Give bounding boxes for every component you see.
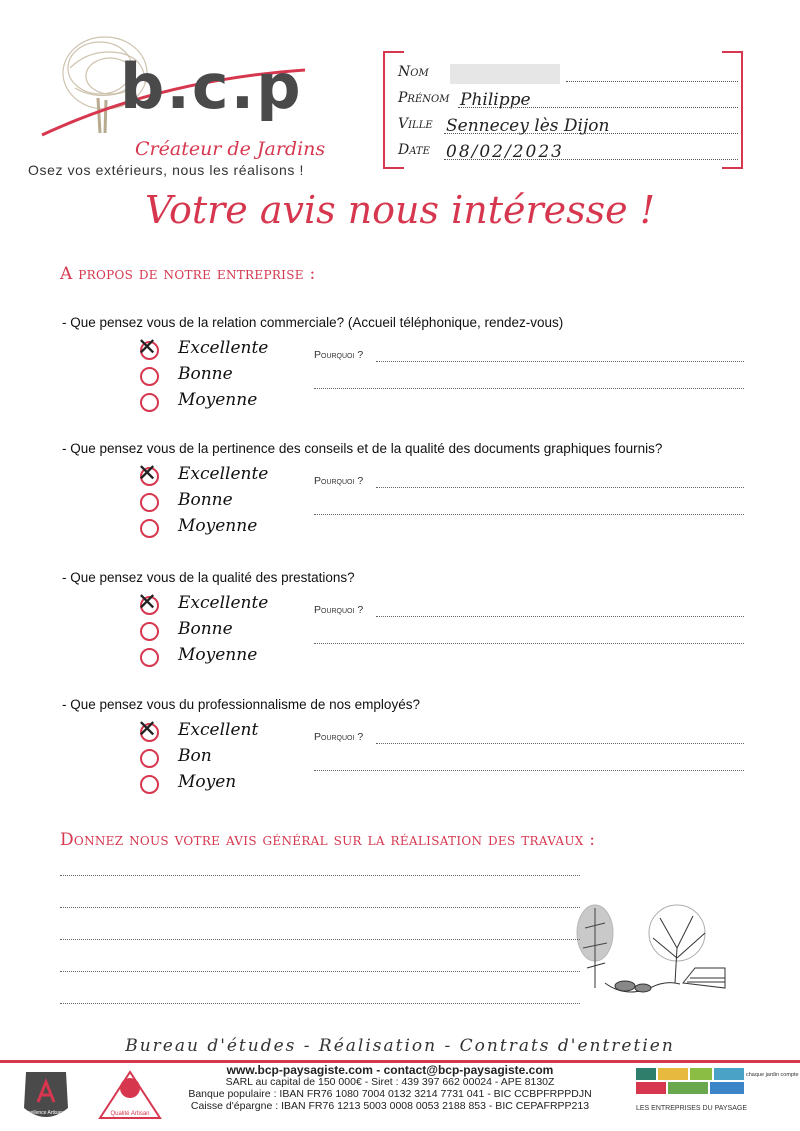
rating-option-label: Moyen	[178, 772, 237, 792]
radio-circle-icon[interactable]	[140, 393, 159, 412]
excellence-artisanale-badge-icon	[18, 1068, 74, 1124]
badge-mid-label: Qualité Artisan	[110, 1111, 150, 1117]
check-cross-icon: ✕	[137, 588, 158, 616]
section-company-heading: A propos de notre entreprise :	[60, 264, 316, 284]
why-label: Pourquoi ?	[314, 349, 364, 361]
check-cross-icon: ✕	[137, 715, 158, 743]
redacted-name	[450, 64, 560, 84]
rating-option[interactable]	[140, 773, 300, 795]
why-field[interactable]	[314, 604, 744, 616]
ville-field[interactable]: Ville Sennecey lès Dijon	[398, 116, 738, 138]
footer-company: SARL au capital de 150 000€ - Siret : 439 397 662 00024 - APE 8130Z	[225, 1076, 555, 1088]
rating-option[interactable]	[137, 333, 300, 361]
footer-services: Bureau d'études - Réalisation - Contrats d'entretien	[125, 1036, 675, 1056]
prenom-field[interactable]: Prénom Philippe	[398, 90, 738, 112]
rating-option[interactable]	[140, 646, 300, 668]
brand-tagline: Osez vos extérieurs, nous les réalisons !	[28, 162, 304, 178]
entreprises-paysage-badge-icon	[634, 1066, 799, 1116]
radio-circle-icon[interactable]	[140, 775, 159, 794]
why-field[interactable]	[314, 731, 744, 743]
why-line[interactable]	[314, 513, 744, 515]
rating-option-label: Bon	[178, 746, 212, 766]
question-text: - Que pensez vous de la qualité des prestations?	[62, 570, 355, 585]
radio-circle-icon[interactable]	[140, 519, 159, 538]
radio-circle-icon[interactable]	[140, 749, 159, 768]
rating-option[interactable]	[137, 588, 300, 616]
rating-option-label: Moyenne	[178, 645, 258, 665]
comment-line[interactable]	[60, 1002, 580, 1004]
rating-option[interactable]	[137, 459, 300, 487]
comment-line[interactable]	[60, 938, 580, 940]
badge-left-label: Excellence Artisanale	[22, 1110, 70, 1116]
rating-option-label: Bonne	[178, 364, 233, 384]
why-line[interactable]	[314, 387, 744, 389]
footer-bank2: Caisse d'épargne : IBAN FR76 1213 5003 0008 0053 2188 853 - BIC CEPAFRPP213	[190, 1100, 590, 1112]
rating-option[interactable]	[140, 620, 300, 642]
check-cross-icon: ✕	[137, 459, 158, 487]
why-field[interactable]	[314, 475, 744, 487]
comment-line[interactable]	[60, 906, 580, 908]
why-line[interactable]	[314, 642, 744, 644]
rating-option-label: Excellent	[178, 720, 259, 740]
why-label: Pourquoi ?	[314, 475, 364, 487]
rating-option[interactable]	[140, 391, 300, 413]
rating-option-label: Moyenne	[178, 390, 258, 410]
rating-option-label: Excellente	[178, 464, 269, 484]
check-cross-icon: ✕	[137, 333, 158, 361]
footer-info	[170, 1064, 610, 1112]
qualite-artisan-badge-icon	[95, 1068, 165, 1124]
rating-option-label: Bonne	[178, 490, 233, 510]
nom-field[interactable]: Nom	[398, 64, 738, 86]
identity-box	[382, 50, 744, 170]
badge-right-name: LES ENTREPRISES DU PAYSAGE	[636, 1105, 747, 1112]
date-field[interactable]: Date 08/02/2023	[398, 142, 738, 164]
rating-option[interactable]	[140, 517, 300, 539]
brand-name: b.c.p	[120, 50, 303, 123]
rating-option[interactable]	[140, 365, 300, 387]
brand-subtitle: Créateur de Jardins	[135, 138, 326, 160]
why-line[interactable]	[314, 769, 744, 771]
garden-illustration-icon	[565, 888, 745, 1003]
rating-option[interactable]	[137, 715, 300, 743]
question-text: - Que pensez vous du professionnalisme de nos employés?	[62, 697, 420, 712]
comment-line[interactable]	[60, 970, 580, 972]
rating-option-label: Excellente	[178, 338, 269, 358]
radio-circle-icon[interactable]	[140, 367, 159, 386]
comment-line[interactable]	[60, 874, 580, 876]
rating-option-label: Moyenne	[178, 516, 258, 536]
rating-option[interactable]	[140, 747, 300, 769]
why-label: Pourquoi ?	[314, 731, 364, 743]
why-label: Pourquoi ?	[314, 604, 364, 616]
rating-option-label: Excellente	[178, 593, 269, 613]
page-title: Votre avis nous intéresse !	[145, 188, 655, 232]
radio-circle-icon[interactable]	[140, 622, 159, 641]
badge-right-slogan: chaque jardin compte	[746, 1072, 799, 1078]
why-field[interactable]	[314, 349, 744, 361]
radio-circle-icon[interactable]	[140, 648, 159, 667]
footer-web[interactable]: www.bcp-paysagiste.com - contact@bcp-paysagiste.com	[226, 1063, 554, 1077]
footer-bank1: Banque populaire : IBAN FR76 1080 7004 0132 3214 7731 041 - BIC CCBPFRPPDJN	[188, 1088, 592, 1100]
radio-circle-icon[interactable]	[140, 493, 159, 512]
question-text: - Que pensez vous de la relation commerciale? (Accueil téléphonique, rendez-vous)	[62, 315, 564, 330]
rating-option-label: Bonne	[178, 619, 233, 639]
rating-option[interactable]	[140, 491, 300, 513]
question-text: - Que pensez vous de la pertinence des conseils et de la qualité des documents graphiques fournis?	[62, 441, 663, 456]
section-general-heading: Donnez nous votre avis général sur la réalisation des travaux :	[60, 830, 596, 850]
